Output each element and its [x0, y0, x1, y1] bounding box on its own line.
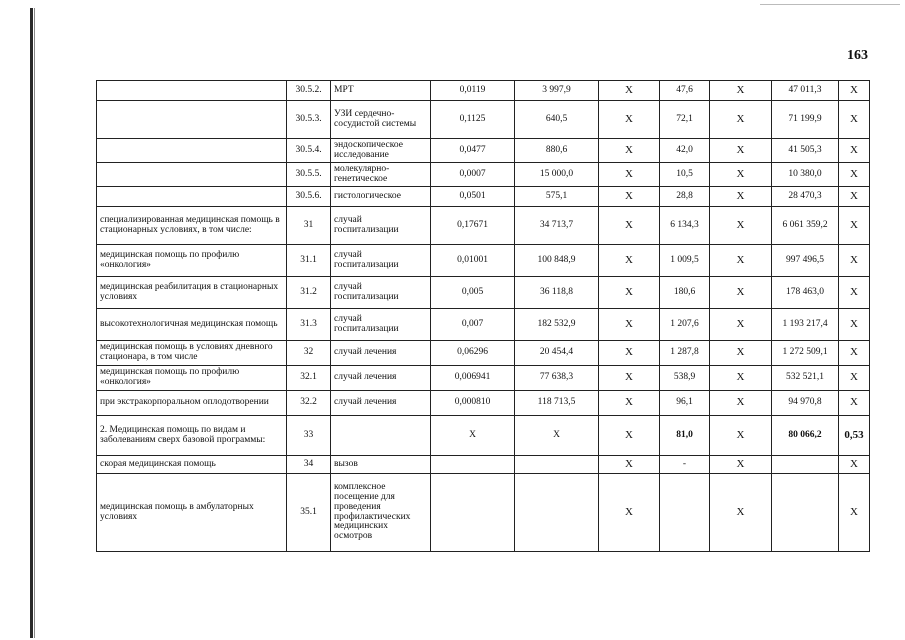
cell-c4: 0,000810: [431, 391, 515, 416]
cell-c8: X: [710, 309, 772, 341]
cell-c7: 1 207,6: [660, 309, 710, 341]
table-row: [97, 456, 870, 474]
cell-c5: 880,6: [515, 139, 599, 163]
cell-c10: X: [839, 366, 870, 391]
cell-c8: X: [710, 81, 772, 101]
cell-c5: 15 000,0: [515, 163, 599, 187]
cell-c8: X: [710, 341, 772, 366]
cell-c7: 96,1: [660, 391, 710, 416]
cell-c5: 118 713,5: [515, 391, 599, 416]
cell-c6: X: [599, 416, 660, 456]
cell-c9: 532 521,1: [772, 366, 839, 391]
table-row: [97, 474, 870, 552]
cell-row-code: 34: [287, 456, 331, 474]
cell-name: [97, 163, 287, 187]
cell-name: [97, 139, 287, 163]
table-row: [97, 416, 870, 456]
cell-c6: X: [599, 474, 660, 552]
cell-row-code: 33: [287, 416, 331, 456]
cell-c6: X: [599, 163, 660, 187]
scan-binding-edge: [30, 8, 33, 638]
cell-c7: 538,9: [660, 366, 710, 391]
cell-unit: случай лечения: [331, 391, 431, 416]
cell-c10: X: [839, 163, 870, 187]
cell-c9: 1 193 217,4: [772, 309, 839, 341]
cell-c4: 0,1125: [431, 101, 515, 139]
cell-c6: X: [599, 366, 660, 391]
cell-c4: [431, 474, 515, 552]
cell-row-code: 30.5.5.: [287, 163, 331, 187]
cell-name: медицинская помощь в амбулаторных условиях: [97, 474, 287, 552]
table-row: [97, 277, 870, 309]
cell-c4: 0,0007: [431, 163, 515, 187]
cell-c8: X: [710, 187, 772, 207]
cell-name: медицинская помощь по профилю «онкология»: [97, 366, 287, 391]
cell-c9: 1 272 509,1: [772, 341, 839, 366]
cell-name: [97, 101, 287, 139]
cell-c9: 6 061 359,2: [772, 207, 839, 245]
cell-name: при экстракорпоральном оплодотворении: [97, 391, 287, 416]
cell-c5: 36 118,8: [515, 277, 599, 309]
cell-c8: X: [710, 277, 772, 309]
cell-name: специализированная медицинская помощь в стационарных условиях, в том числе:: [97, 207, 287, 245]
cell-c4: 0,06296: [431, 341, 515, 366]
cell-c8: X: [710, 474, 772, 552]
cell-c5: 3 997,9: [515, 81, 599, 101]
cell-unit: случай лечения: [331, 341, 431, 366]
cell-row-code: 31.2: [287, 277, 331, 309]
cell-unit: гистологическое: [331, 187, 431, 207]
cell-c10: X: [839, 139, 870, 163]
cell-unit: молекулярно-генетическое: [331, 163, 431, 187]
cell-name: [97, 81, 287, 101]
cell-c6: X: [599, 309, 660, 341]
cell-c4: 0,01001: [431, 245, 515, 277]
cell-c5: 34 713,7: [515, 207, 599, 245]
cell-unit: случай лечения: [331, 366, 431, 391]
cell-c6: X: [599, 391, 660, 416]
cell-name: медицинская помощь в условиях дневного стационара, в том числе: [97, 341, 287, 366]
cell-c4: 0,007: [431, 309, 515, 341]
cell-c7: -: [660, 456, 710, 474]
cell-c4: 0,0501: [431, 187, 515, 207]
cell-c4: 0,17671: [431, 207, 515, 245]
cell-c4: 0,0119: [431, 81, 515, 101]
cell-c8: X: [710, 391, 772, 416]
cell-c5: 640,5: [515, 101, 599, 139]
cell-c8: X: [710, 416, 772, 456]
cell-c9: 28 470,3: [772, 187, 839, 207]
cell-c6: X: [599, 207, 660, 245]
cell-c7: [660, 474, 710, 552]
cell-unit: случай госпитализации: [331, 245, 431, 277]
cell-name: медицинская помощь по профилю «онкология»: [97, 245, 287, 277]
cell-c7: 1 009,5: [660, 245, 710, 277]
cell-c10: X: [839, 101, 870, 139]
cell-row-code: 31: [287, 207, 331, 245]
cell-c8: X: [710, 163, 772, 187]
cell-c7: 72,1: [660, 101, 710, 139]
cell-row-code: 32.1: [287, 366, 331, 391]
table-row: [97, 309, 870, 341]
cell-c6: X: [599, 187, 660, 207]
cell-c6: X: [599, 245, 660, 277]
cell-c6: X: [599, 341, 660, 366]
cell-c5: X: [515, 416, 599, 456]
table-row: [97, 207, 870, 245]
table-row: [97, 187, 870, 207]
cell-c5: 100 848,9: [515, 245, 599, 277]
cell-unit: случай госпитализации: [331, 309, 431, 341]
cell-c6: X: [599, 81, 660, 101]
cell-c5: 575,1: [515, 187, 599, 207]
cell-c5: [515, 456, 599, 474]
cell-row-code: 31.3: [287, 309, 331, 341]
cell-row-code: 32: [287, 341, 331, 366]
cell-unit: эндоскопическое исследование: [331, 139, 431, 163]
cell-c10: X: [839, 341, 870, 366]
cell-c10: X: [839, 187, 870, 207]
cell-c9: 41 505,3: [772, 139, 839, 163]
cell-c4: 0,006941: [431, 366, 515, 391]
cell-c6: X: [599, 277, 660, 309]
cell-c7: 42,0: [660, 139, 710, 163]
cell-c9: 10 380,0: [772, 163, 839, 187]
cell-c5: [515, 474, 599, 552]
cell-c10: X: [839, 277, 870, 309]
cell-c4: 0,0477: [431, 139, 515, 163]
cell-name: медицинская реабилитация в стационарных условиях: [97, 277, 287, 309]
table-row: [97, 101, 870, 139]
data-table: [96, 80, 870, 552]
cell-row-code: 30.5.4.: [287, 139, 331, 163]
cell-c4: 0,005: [431, 277, 515, 309]
table-row: [97, 163, 870, 187]
cell-c8: X: [710, 207, 772, 245]
cell-name: скорая медицинская помощь: [97, 456, 287, 474]
cell-name: [97, 187, 287, 207]
cell-c4: [431, 456, 515, 474]
cell-c7: 6 134,3: [660, 207, 710, 245]
cell-row-code: 30.5.3.: [287, 101, 331, 139]
cell-name: 2. Медицинская помощь по видам и заболеваниям сверх базовой программы:: [97, 416, 287, 456]
cell-row-code: 35.1: [287, 474, 331, 552]
table-body: [97, 81, 870, 552]
cell-c8: X: [710, 101, 772, 139]
cell-c6: X: [599, 456, 660, 474]
table-row: [97, 139, 870, 163]
cell-unit: случай госпитализации: [331, 277, 431, 309]
cell-c9: [772, 474, 839, 552]
cell-c10: X: [839, 456, 870, 474]
cell-c4: X: [431, 416, 515, 456]
cell-c10: X: [839, 391, 870, 416]
cell-c7: 28,8: [660, 187, 710, 207]
cell-c6: X: [599, 139, 660, 163]
cell-c10: X: [839, 474, 870, 552]
cell-unit: комплексное посещение для проведения профилактических медицинских осмотров: [331, 474, 431, 552]
cell-c10: X: [839, 207, 870, 245]
cell-c9: 71 199,9: [772, 101, 839, 139]
cell-c7: 47,6: [660, 81, 710, 101]
cell-row-code: 31.1: [287, 245, 331, 277]
table-row: [97, 245, 870, 277]
cell-c9: 80 066,2: [772, 416, 839, 456]
cell-c10: X: [839, 245, 870, 277]
cell-c8: X: [710, 366, 772, 391]
cell-c8: X: [710, 139, 772, 163]
cell-row-code: 30.5.6.: [287, 187, 331, 207]
cell-name: высокотехнологичная медицинская помощь: [97, 309, 287, 341]
cell-unit: УЗИ сердечно-сосудистой системы: [331, 101, 431, 139]
cell-c10: 0,53: [839, 416, 870, 456]
cell-c7: 1 287,8: [660, 341, 710, 366]
scan-top-line: [760, 4, 900, 5]
cell-c9: 997 496,5: [772, 245, 839, 277]
cell-c9: 178 463,0: [772, 277, 839, 309]
cell-c9: 47 011,3: [772, 81, 839, 101]
cell-unit: МРТ: [331, 81, 431, 101]
cell-c9: 94 970,8: [772, 391, 839, 416]
cell-c7: 180,6: [660, 277, 710, 309]
page-number: 163: [847, 48, 868, 63]
cell-c6: X: [599, 101, 660, 139]
cell-c8: X: [710, 245, 772, 277]
cell-unit: [331, 416, 431, 456]
cell-c10: X: [839, 81, 870, 101]
cell-c9: [772, 456, 839, 474]
cell-row-code: 30.5.2.: [287, 81, 331, 101]
scan-binding-edge-shadow: [34, 8, 35, 638]
cell-c7: 10,5: [660, 163, 710, 187]
cell-c7: 81,0: [660, 416, 710, 456]
cell-c5: 77 638,3: [515, 366, 599, 391]
table-row: [97, 81, 870, 101]
cell-c5: 182 532,9: [515, 309, 599, 341]
cell-c8: X: [710, 456, 772, 474]
cell-unit: вызов: [331, 456, 431, 474]
table-row: [97, 341, 870, 366]
cell-c5: 20 454,4: [515, 341, 599, 366]
table-row: [97, 366, 870, 391]
cell-row-code: 32.2: [287, 391, 331, 416]
cell-c10: X: [839, 309, 870, 341]
cell-unit: случай госпитализации: [331, 207, 431, 245]
table-row: [97, 391, 870, 416]
